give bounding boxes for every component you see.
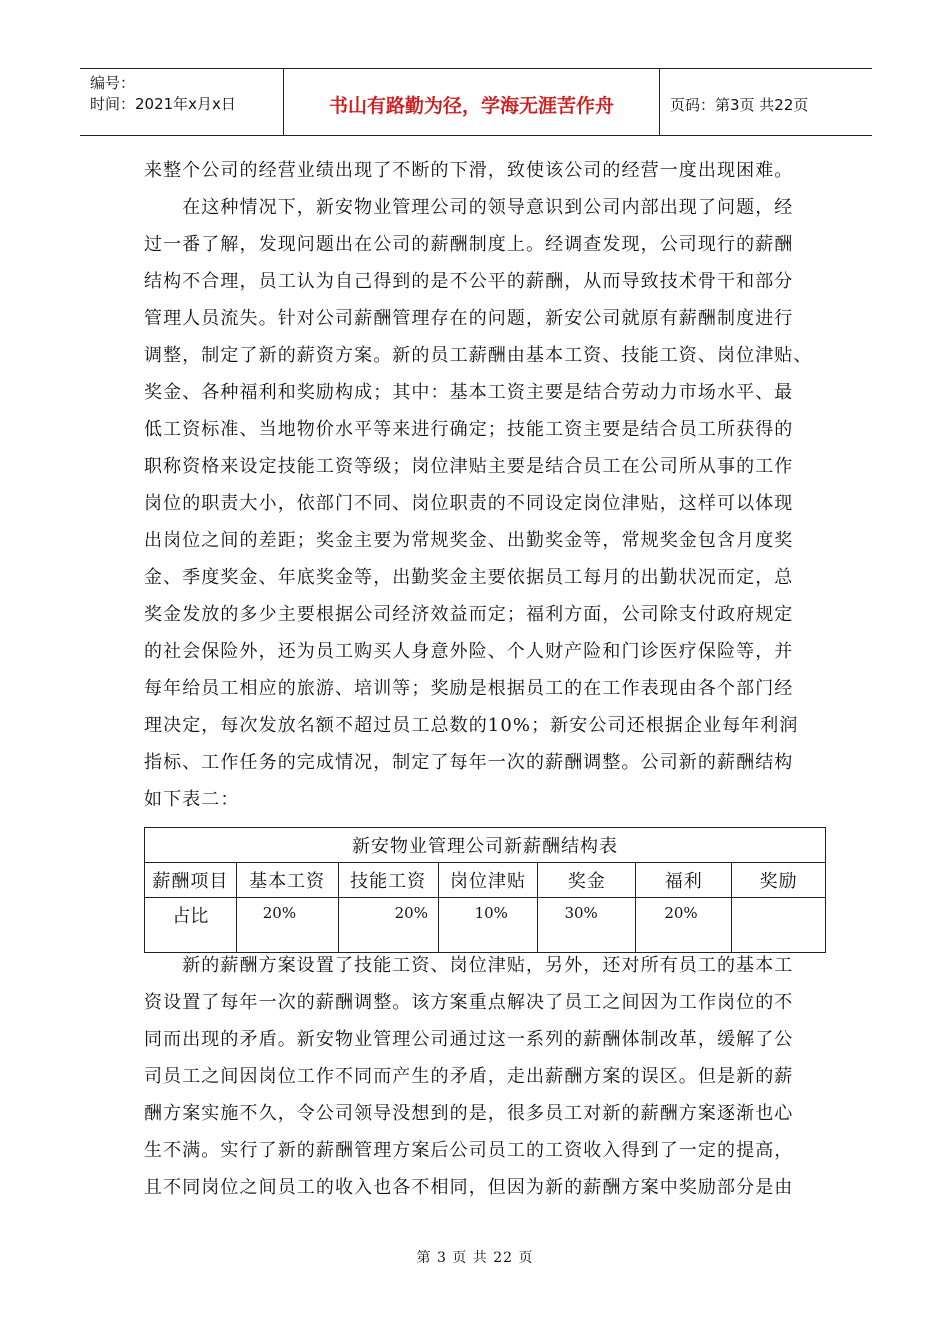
table-header-cell: 技能工资 xyxy=(338,863,438,898)
body-line: 调整，制定了新的薪资方案。新的员工薪酬由基本工资、技能工资、岗位津贴、 xyxy=(144,345,813,366)
body-text-part-1 xyxy=(144,152,813,818)
body-line: 奖金、各种福利和奖励构成；其中：基本工资主要是结合劳动力市场水平、最 xyxy=(144,382,794,403)
body-line: 奖金发放的多少主要根据公司经济效益而定；福利方面，公司除支付政府规定 xyxy=(144,604,794,625)
body-line: 职称资格来设定技能工资等级；岗位津贴主要是结合员工在公司所从事的工作 xyxy=(144,456,794,477)
body-line: 资设置了每年一次的薪酬调整。该方案重点解决了员工之间因为工作岗位的不 xyxy=(144,992,794,1013)
body-line: 新的薪酬方案设置了技能工资、岗位津贴，另外，还对所有员工的基本工 xyxy=(144,955,794,976)
table-row xyxy=(145,898,826,953)
table-header-cell: 奖励 xyxy=(732,863,826,898)
table-header-cell: 福利 xyxy=(636,863,732,898)
body-line: 过一番了解，发现问题出在公司的薪酬制度上。经调查发现，公司现行的薪酬 xyxy=(144,234,794,255)
body-line: 管理人员流失。针对公司薪酬管理存在的问题，新安公司就原有薪酬制度进行 xyxy=(144,308,794,329)
table-header-cell: 基本工资 xyxy=(236,863,338,898)
header-page-info: 页码：第3页 共22页 xyxy=(670,95,809,114)
salary-structure-table xyxy=(144,827,826,953)
body-line: 理决定，每次发放名额不超过员工总数的10%；新安公司还根据企业每年利润 xyxy=(144,715,799,736)
header-meta xyxy=(80,69,284,135)
table-cell: 10% xyxy=(438,898,538,953)
body-line: 岗位的职责大小，依部门不同、岗位职责的不同设定岗位津贴，这样可以体现 xyxy=(144,493,794,514)
document-date: 时间：2021年x月x日 xyxy=(90,95,236,113)
table-cell: 20% xyxy=(236,898,338,953)
page-header xyxy=(80,68,872,136)
body-line: 来整个公司的经营业绩出现了不断的下滑，致使该公司的经营一度出现困难。 xyxy=(144,160,794,181)
body-line: 酬方案实施不久，令公司领导没想到的是，很多员工对新的薪酬方案逐渐也心 xyxy=(144,1103,794,1124)
body-line: 的社会保险外，还为员工购买人身意外险、个人财产险和门诊医疗保险等，并 xyxy=(144,641,794,662)
body-line: 指标、工作任务的完成情况，制定了每年一次的薪酬调整。公司新的薪酬结构 xyxy=(144,752,794,773)
body-line: 出岗位之间的差距；奖金主要为常规奖金、出勤奖金等，常规奖金包含月度奖 xyxy=(144,530,794,551)
header-motto: 书山有路勤为径，学海无涯苦作舟 xyxy=(284,69,660,135)
table-cell: 20% xyxy=(636,898,732,953)
table-cell xyxy=(732,898,826,953)
body-line: 结构不合理，员工认为自己得到的是不公平的薪酬，从而导致技术骨干和部分 xyxy=(144,271,794,292)
body-line: 且不同岗位之间员工的收入也各不相同，但因为新的薪酬方案中奖励部分是由 xyxy=(144,1177,794,1198)
document-number-label: 编号： xyxy=(90,74,136,92)
table-header-row xyxy=(145,863,826,898)
table-row-label: 占比 xyxy=(145,898,237,953)
body-text-part-2 xyxy=(144,947,808,1206)
table-header-cell: 奖金 xyxy=(538,863,636,898)
table-header-cell: 薪酬项目 xyxy=(145,863,237,898)
body-line: 司员工之间因岗位工作不同而产生的矛盾，走出薪酬方案的误区。但是新的薪 xyxy=(144,1066,794,1087)
body-line: 每年给员工相应的旅游、培训等；奖励是根据员工的在工作表现由各个部门经 xyxy=(144,678,794,699)
table-cell: 20% xyxy=(338,898,438,953)
body-line: 生不满。实行了新的薪酬管理方案后公司员工的工资收入得到了一定的提高， xyxy=(144,1140,794,1161)
table-header-cell: 岗位津贴 xyxy=(438,863,538,898)
body-line: 低工资标准、当地物价水平等来进行确定；技能工资主要是结合员工所获得的 xyxy=(144,419,794,440)
body-line: 如下表二： xyxy=(144,789,240,810)
page-footer: 第 3 页 共 22 页 xyxy=(416,1250,534,1266)
table-title: 新安物业管理公司新薪酬结构表 xyxy=(145,828,826,863)
body-line: 在这种情况下，新安物业管理公司的领导意识到公司内部出现了问题，经 xyxy=(144,197,794,218)
body-line: 同而出现的矛盾。新安物业管理公司通过这一系列的薪酬体制改革，缓解了公 xyxy=(144,1029,794,1050)
body-line: 金、季度奖金、年底奖金等，出勤奖金主要依据员工每月的出勤状况而定，总 xyxy=(144,567,794,588)
table-cell: 30% xyxy=(538,898,636,953)
